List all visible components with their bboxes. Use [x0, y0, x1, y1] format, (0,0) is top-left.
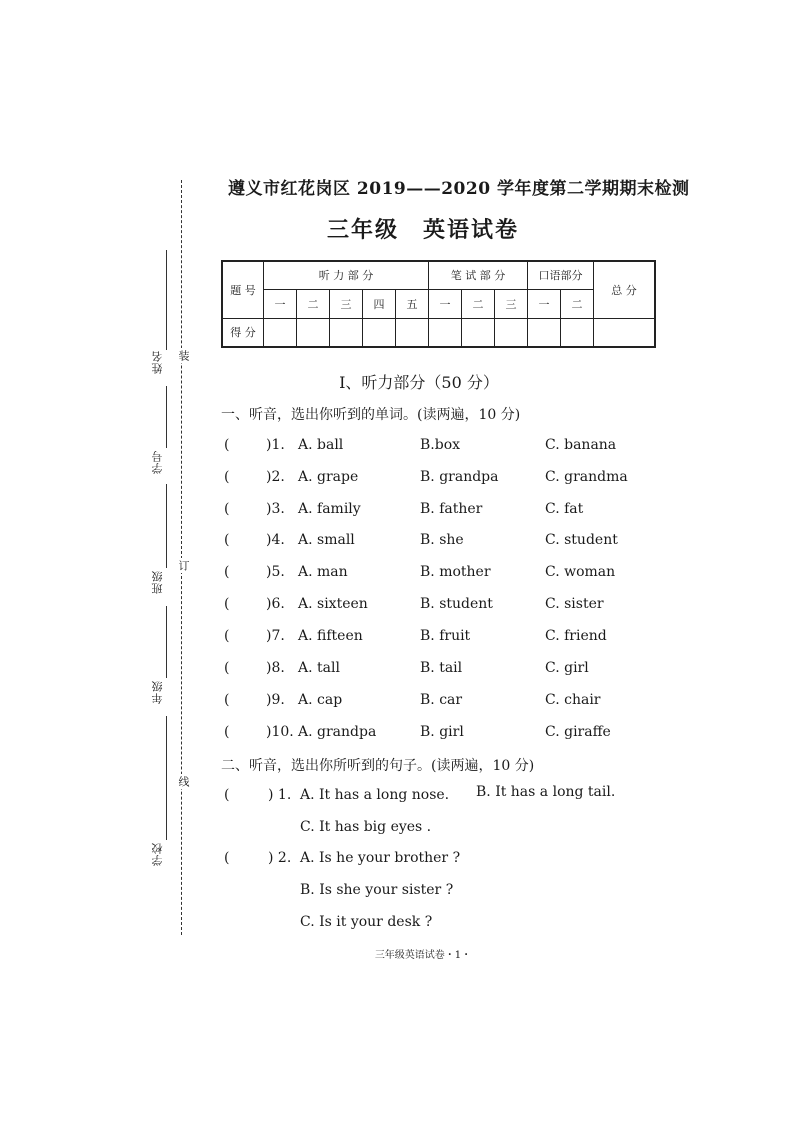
- question-number: )2.: [266, 469, 285, 485]
- option-b: B. student: [420, 596, 493, 612]
- option-c: C. banana: [545, 437, 617, 453]
- question-number: )8.: [266, 660, 285, 676]
- answer-paren[interactable]: (: [224, 501, 230, 517]
- option-b: B. father: [420, 501, 483, 517]
- option-c: C. woman: [545, 564, 616, 580]
- listening-section-heading: Ⅰ、听力部分（50 分）: [339, 373, 499, 392]
- binding-glyph-zhuang: 装: [177, 350, 190, 361]
- binding-glyph-xian: 线: [177, 776, 190, 787]
- group-written: 笔 试 部 分: [429, 261, 528, 289]
- page-footer: 三年级英语试卷・1・: [374, 950, 472, 961]
- exam-title-line2: 三年级 英语试卷: [326, 217, 519, 243]
- score-cell[interactable]: [330, 318, 363, 347]
- col-written-1: 一: [429, 289, 462, 318]
- option-b: B. she: [420, 532, 464, 548]
- group-listening: 听 力 部 分: [264, 261, 429, 289]
- col-written-2: 二: [462, 289, 495, 318]
- score-cell[interactable]: [495, 318, 528, 347]
- score-cell[interactable]: [297, 318, 330, 347]
- answer-paren[interactable]: (: [224, 596, 230, 612]
- score-table: [221, 260, 656, 348]
- option-a: A. cap: [298, 692, 343, 708]
- score-cell[interactable]: [429, 318, 462, 347]
- option-c: C. Is it your desk ?: [300, 914, 433, 930]
- question-number: )4.: [266, 532, 285, 548]
- option-b: B.box: [420, 437, 461, 453]
- option-a: A. Is he your brother ?: [300, 850, 461, 866]
- question-number: )7.: [266, 628, 285, 644]
- option-a: A. fifteen: [298, 628, 363, 644]
- option-b: B. tail: [420, 660, 463, 676]
- score-cell-total[interactable]: [594, 318, 656, 347]
- exam-title-line1: 遵义市红花岗区 2019——2020 学年度第二学期期末检测: [228, 179, 690, 199]
- answer-paren[interactable]: (: [224, 437, 230, 453]
- school-blank[interactable]: [166, 716, 167, 840]
- option-b: B. fruit: [420, 628, 471, 644]
- option-a: A. ball: [298, 437, 344, 453]
- option-a: A. grandpa: [298, 724, 377, 740]
- col-listening-2: 二: [297, 289, 330, 318]
- student-id-label: 学号: [151, 450, 164, 474]
- question-number: ) 2.: [268, 850, 292, 866]
- row-label-question-number: 题 号: [222, 261, 264, 318]
- option-a: A. sixteen: [298, 596, 368, 612]
- col-listening-5: 五: [396, 289, 429, 318]
- name-label: 姓名: [151, 350, 164, 374]
- question-number: )1.: [266, 437, 285, 453]
- question-number: )6.: [266, 596, 285, 612]
- option-b: B. grandpa: [420, 469, 499, 485]
- part2-title: 二、听音，选出你所听到的句子。(读两遍，10 分): [221, 758, 535, 774]
- answer-paren[interactable]: (: [224, 660, 230, 676]
- answer-paren[interactable]: (: [224, 628, 230, 644]
- option-b: B. Is she your sister ?: [300, 882, 454, 898]
- option-a: A. man: [298, 564, 348, 580]
- score-cell[interactable]: [462, 318, 495, 347]
- col-listening-3: 三: [330, 289, 363, 318]
- row-label-score: 得 分: [222, 318, 264, 347]
- answer-paren[interactable]: (: [224, 850, 230, 866]
- group-oral: 口语部分: [528, 261, 594, 289]
- score-cell[interactable]: [561, 318, 594, 347]
- answer-paren[interactable]: (: [224, 787, 230, 803]
- answer-paren[interactable]: (: [224, 564, 230, 580]
- answer-paren[interactable]: (: [224, 469, 230, 485]
- total-label: 总 分: [594, 261, 656, 318]
- school-label: 学校: [151, 842, 164, 866]
- question-number: )5.: [266, 564, 285, 580]
- col-written-3: 三: [495, 289, 528, 318]
- question-number: ) 1.: [268, 787, 292, 803]
- question-number: )3.: [266, 501, 285, 517]
- answer-paren[interactable]: (: [224, 724, 230, 740]
- name-blank[interactable]: [166, 250, 167, 350]
- question-number: )10.: [266, 724, 294, 740]
- option-a: A. small: [298, 532, 355, 548]
- grade-label: 年级: [151, 680, 164, 704]
- option-c: C. student: [545, 532, 618, 548]
- option-c: C. girl: [545, 660, 589, 676]
- answer-paren[interactable]: (: [224, 532, 230, 548]
- question-number: )9.: [266, 692, 285, 708]
- col-oral-1: 一: [528, 289, 561, 318]
- col-oral-2: 二: [561, 289, 594, 318]
- grade-blank[interactable]: [166, 606, 167, 678]
- option-b: B. girl: [420, 724, 464, 740]
- class-blank[interactable]: [166, 484, 167, 568]
- option-a: A. tall: [298, 660, 340, 676]
- score-cell[interactable]: [396, 318, 429, 347]
- option-b: B. mother: [420, 564, 491, 580]
- option-c: C. It has big eyes .: [300, 819, 432, 835]
- class-label: 班级: [151, 570, 164, 594]
- option-a: A. grape: [298, 469, 359, 485]
- col-listening-4: 四: [363, 289, 396, 318]
- option-c: C. friend: [545, 628, 607, 644]
- score-cell[interactable]: [528, 318, 561, 347]
- student-id-blank[interactable]: [166, 386, 167, 448]
- col-listening-1: 一: [264, 289, 297, 318]
- option-c: C. chair: [545, 692, 601, 708]
- part1-title: 一、听音，选出你听到的单词。(读两遍，10 分): [221, 407, 521, 423]
- option-c: C. grandma: [545, 469, 628, 485]
- score-cell[interactable]: [264, 318, 297, 347]
- binding-glyph-ding: 订: [177, 560, 190, 571]
- option-b: B. car: [420, 692, 463, 708]
- option-a: A. It has a long nose.: [300, 787, 450, 803]
- score-cell[interactable]: [363, 318, 396, 347]
- option-c: C. fat: [545, 501, 584, 517]
- answer-paren[interactable]: (: [224, 692, 230, 708]
- option-c: C. sister: [545, 596, 604, 612]
- option-a: A. family: [298, 501, 361, 517]
- option-c: C. giraffe: [545, 724, 611, 740]
- option-b: B. It has a long tail.: [476, 784, 616, 800]
